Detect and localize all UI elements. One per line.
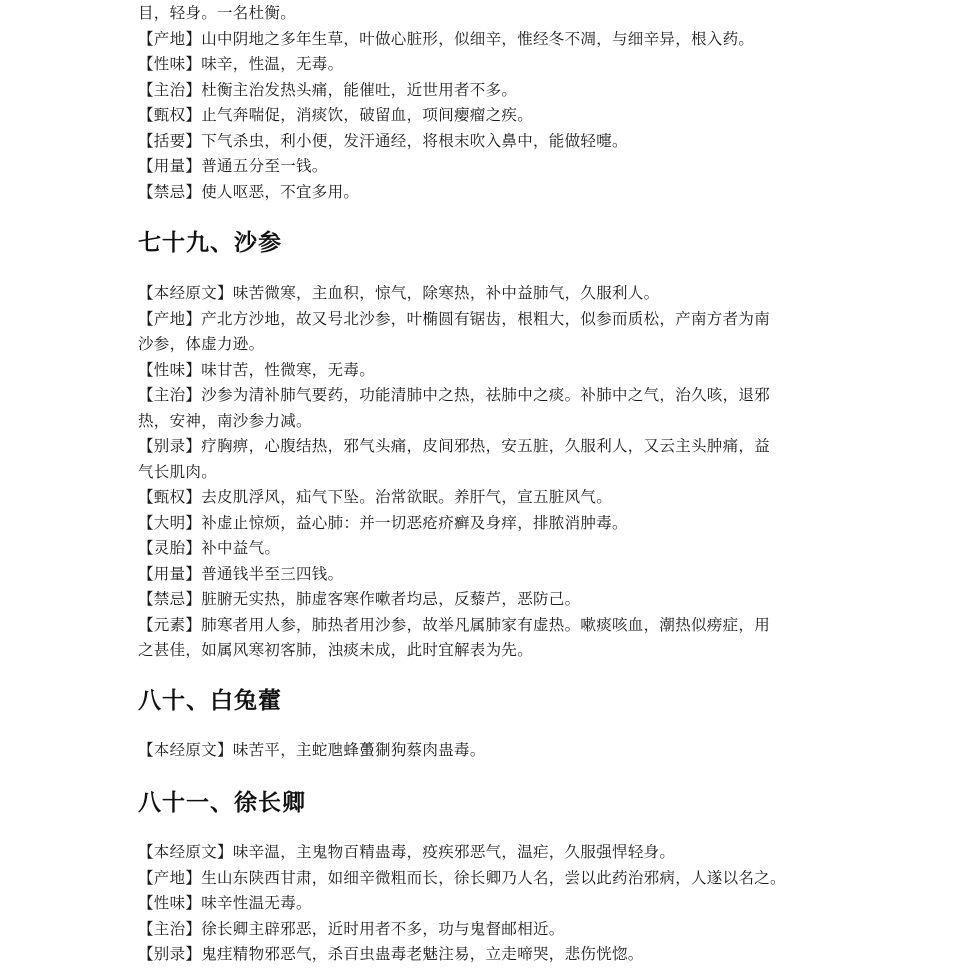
entry-yuansu: 【元素】肺寒者用人参，肺热者用沙参，故举凡属肺家有虚热。嗽痰咳血，潮热似痨症，用 (138, 615, 771, 634)
entry-lingtai: 【灵胎】补中益气。 (138, 539, 281, 557)
entry-dosage: 【用量】普通钱半至三四钱。 (138, 564, 344, 583)
text-line: 目，轻身。一名杜衡。 (138, 4, 297, 22)
entry-original-text: 【本经原文】味苦微寒，主血积，惊气，除寒热，补中益肺气，久服利人。 (138, 284, 660, 302)
entry-origin: 【产地】生山东陕西甘肃，如细辛微粗而长，徐长卿乃人名，尝以此药治邪病，人遂以名之。 (138, 868, 786, 887)
section-80-body (138, 738, 486, 764)
entry-nature: 【性味】味辛性温无毒。 (138, 894, 312, 912)
text-line: 热，安神，南沙参力减。 (138, 411, 312, 430)
entry-origin: 【产地】产北方沙地，故又号北沙参，叶椭圆有锯齿，根粗大，似参而质松，产南方者为南 (138, 309, 771, 328)
entry-indications: 【主治】徐长卿主辟邪恶，近时用者不多，功与鬼督邮相近。 (138, 919, 565, 938)
section-title-79: 七十九、沙参 (138, 230, 282, 256)
entry-indications: 【主治】沙参为清补肺气要药，功能清肺中之热，祛肺中之痰。补肺中之气，治久咳，退邪 (138, 386, 771, 404)
entry-zhenquan: 【甄权】去皮肌浮风，疝气下坠。治常欲眠。养肝气，宣五脏风气。 (138, 488, 613, 506)
entry-original-text: 【本经原文】味苦平，主蛇虺蜂蠆猘狗蔡肉蛊毒。 (138, 741, 486, 759)
section-title-81: 八十一、徐长卿 (138, 790, 306, 816)
entry-kuoyao: 【括要】下气杀虫，利小便，发汗通经，将根末吹入鼻中，能做轻嚏。 (138, 131, 628, 150)
entry-bielu: 【别录】疗胸痹，心腹结热，邪气头痛，皮间邪热，安五脏，久服利人，又云主头肿痛，益 (138, 437, 771, 455)
entry-contraindications: 【禁忌】使人呕恶，不宜多用。 (138, 182, 360, 201)
entry-contraindications: 【禁忌】脏腑无实热，肺虚客寒作嗽者均忌，反藜芦，恶防己。 (138, 590, 581, 608)
section-title-80: 八十、白兔藿 (138, 688, 282, 714)
entry-zhenquan: 【甄权】止气奔喘促，消痰饮，破留血，项间瘿瘤之疾。 (138, 106, 534, 124)
entry-origin: 【产地】山中阴地之多年生草，叶做心脏形，似细辛，惟经冬不凋，与细辛异，根入药。 (138, 29, 755, 48)
section-81-body (138, 840, 786, 968)
text-line: 气长肌肉。 (138, 462, 218, 481)
entry-bielu: 【别录】鬼疰精物邪恶气，杀百虫蛊毒老魅注易，立走啼哭，悲伤恍惚。 (138, 945, 644, 963)
entry-nature: 【性味】味甘苦，性微寒，无毒。 (138, 360, 376, 379)
section-79-body (138, 281, 770, 664)
entry-original-text: 【本经原文】味辛温，主鬼物百精蛊毒，疫疾邪恶气，温疟，久服强悍轻身。 (138, 843, 676, 861)
entry-nature: 【性味】味辛，性温，无毒。 (138, 55, 344, 73)
entry-daming: 【大明】补虚止惊烦，益心肺：并一切恶疮疥癣及身痒，排脓消肿毒。 (138, 513, 628, 532)
text-line: 沙参，体虚力逊。 (138, 335, 265, 353)
entry-dosage: 【用量】普通五分至一钱。 (138, 157, 328, 175)
entry-indications: 【主治】杜衡主治发热头痛，能催吐，近世用者不多。 (138, 80, 518, 99)
text-line: 之甚佳，如属风寒初客肺，浊痰未成，此时宜解表为先。 (138, 641, 534, 659)
top-section (138, 1, 754, 205)
